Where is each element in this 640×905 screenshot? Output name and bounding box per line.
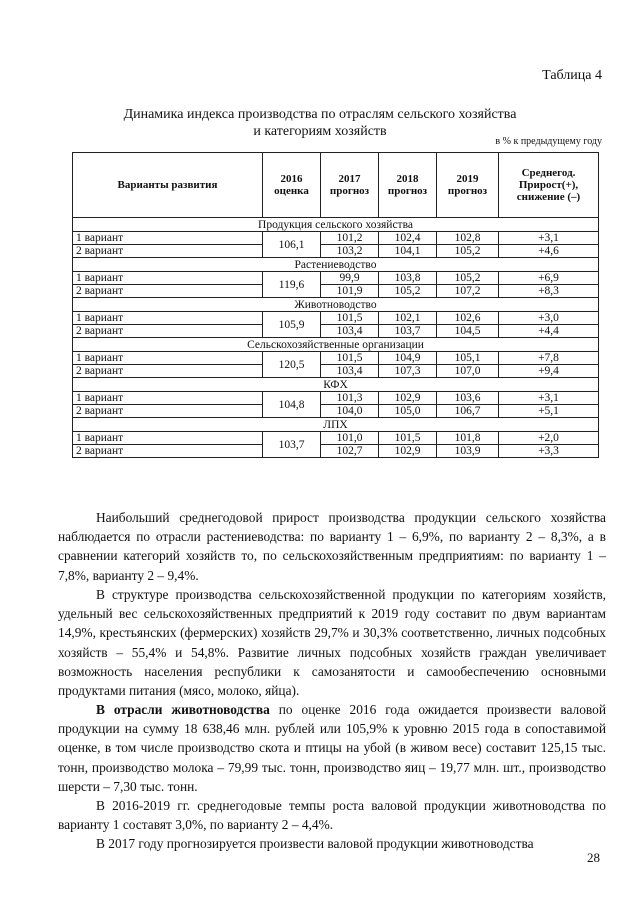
section-row (73, 258, 599, 272)
variant-cell: 1 вариант (73, 272, 263, 285)
value-2019-cell: 105,2 (437, 245, 499, 258)
header-2018: 2018 прогноз (379, 153, 437, 218)
base-2016-cell: 105,9 (263, 312, 321, 338)
paragraph-4: В 2016-2019 гг. среднегодовые темпы роста валовой продукции животноводства по варианту 1 составят 3,0%, по варианту 2 – 4,4%. (58, 798, 606, 833)
table-row (73, 365, 599, 378)
value-2019-cell: 102,8 (437, 232, 499, 245)
section-row (73, 298, 599, 312)
table-row (73, 325, 599, 338)
growth-cell: +3,3 (499, 445, 599, 458)
growth-cell: +9,4 (499, 365, 599, 378)
value-2017-cell: 103,4 (321, 325, 379, 338)
table-row (73, 245, 599, 258)
table-row (73, 285, 599, 298)
value-2019-cell: 106,7 (437, 405, 499, 418)
value-2019-cell: 103,9 (437, 445, 499, 458)
value-2019-cell: 104,5 (437, 325, 499, 338)
section-row (73, 338, 599, 352)
variant-cell: 2 вариант (73, 365, 263, 378)
value-2018-cell: 104,1 (379, 245, 437, 258)
value-2018-cell: 105,2 (379, 285, 437, 298)
value-2018-cell: 102,1 (379, 312, 437, 325)
table-label: Таблица 4 (542, 68, 602, 83)
variant-cell: 1 вариант (73, 392, 263, 405)
table-row (73, 392, 599, 405)
value-2017-cell: 103,4 (321, 365, 379, 378)
growth-cell: +4,4 (499, 325, 599, 338)
table-title-line-2: и категориям хозяйств (253, 124, 387, 139)
table-body (73, 218, 599, 458)
value-2019-cell: 101,8 (437, 432, 499, 445)
value-2017-cell: 99,9 (321, 272, 379, 285)
value-2018-cell: 103,7 (379, 325, 437, 338)
value-2018-cell: 103,8 (379, 272, 437, 285)
value-2019-cell: 107,2 (437, 285, 499, 298)
growth-cell: +2,0 (499, 432, 599, 445)
table-row (73, 352, 599, 365)
table-row (73, 432, 599, 445)
growth-cell: +3,1 (499, 392, 599, 405)
paragraph-3-bold: В отрасли животноводства (96, 702, 270, 717)
growth-cell: +5,1 (499, 405, 599, 418)
value-2017-cell: 101,5 (321, 312, 379, 325)
growth-cell: +7,8 (499, 352, 599, 365)
value-2017-cell: 102,7 (321, 445, 379, 458)
section-row (73, 378, 599, 392)
variant-cell: 2 вариант (73, 405, 263, 418)
value-2019-cell: 103,6 (437, 392, 499, 405)
value-2018-cell: 102,9 (379, 445, 437, 458)
section-title: ЛПХ (73, 418, 599, 432)
paragraph-3-text: по оценке 2016 года ожидается произвести валовой продукции на сумму 18 638,46 млн. рублей или 105,9% к уровню 2015 года в сопоставимой оценке, в том числе производство скота и птицы на убой (в живом весе) составит 125,15 тыс. тонн, производство молока – 79,99 тыс. тонн, производство яиц – 19,77 млн. шт., производство шерсти – 7,30 тыс. тонн. (58, 702, 607, 794)
table-title-line-1: Динамика индекса производства по отраслям сельского хозяйства (123, 107, 517, 122)
header-2016: 2016 оценка (263, 153, 321, 218)
value-2017-cell: 104,0 (321, 405, 379, 418)
paragraph-3 (58, 700, 606, 796)
value-2019-cell: 105,2 (437, 272, 499, 285)
section-title: Продукция сельского хозяйства (73, 218, 599, 232)
value-2019-cell: 102,6 (437, 312, 499, 325)
value-2019-cell: 107,0 (437, 365, 499, 378)
growth-cell: +6,9 (499, 272, 599, 285)
section-title: Растениеводство (73, 258, 599, 272)
table-title (0, 106, 640, 140)
units-note: в % к предыдущему году (495, 136, 602, 147)
header-growth: Среднегод. Прирост(+), снижение (–) (499, 153, 599, 218)
header-2019: 2019 прогноз (437, 153, 499, 218)
value-2018-cell: 102,4 (379, 232, 437, 245)
table-row (73, 232, 599, 245)
variant-cell: 2 вариант (73, 445, 263, 458)
variant-cell: 2 вариант (73, 285, 263, 298)
variant-cell: 2 вариант (73, 325, 263, 338)
header-variant: Варианты развития (73, 153, 263, 218)
growth-cell: +8,3 (499, 285, 599, 298)
value-2019-cell: 105,1 (437, 352, 499, 365)
base-2016-cell: 119,6 (263, 272, 321, 298)
variant-cell: 1 вариант (73, 312, 263, 325)
section-row (73, 218, 599, 232)
section-title: КФХ (73, 378, 599, 392)
value-2018-cell: 104,9 (379, 352, 437, 365)
section-title: Животноводство (73, 298, 599, 312)
value-2018-cell: 105,0 (379, 405, 437, 418)
section-row (73, 418, 599, 432)
growth-cell: +3,1 (499, 232, 599, 245)
growth-cell: +4,6 (499, 245, 599, 258)
table-row (73, 272, 599, 285)
value-2018-cell: 102,9 (379, 392, 437, 405)
paragraph-2: В структуре производства сельскохозяйственной продукции по категориям хозяйств, удельный вес сельскохозяйственных предприятий к 2019 году составит по двум вариантам 14,9%, крестьянских (фермерских) хозяйств 29,7% и 30,3% соответственно, личных подсобных хозяйств – 55,4% и 54,8%. Развитие личных подсобных хозяйств граждан увеличивает возможность населения республики к самозанятости и самообеспечению основными продуктами питания (мясо, молоко, яйца). (58, 587, 606, 699)
variant-cell: 1 вариант (73, 232, 263, 245)
base-2016-cell: 106,1 (263, 232, 321, 258)
paragraph-1: Наибольший среднегодовой прирост производства продукции сельского хозяйства наблюдается по отрасли растениеводства: по варианту 1 – 6,9%, по варианту 2 – 8,3%, а в сравнении категорий хозяйств то, по сельскохозяйственным предприятиям: по варианту 1 – 7,8%, варианту 2 – 9,4%. (58, 510, 606, 583)
value-2017-cell: 103,2 (321, 245, 379, 258)
value-2017-cell: 101,9 (321, 285, 379, 298)
table-row (73, 312, 599, 325)
value-2017-cell: 101,5 (321, 352, 379, 365)
header-2017: 2017 прогноз (321, 153, 379, 218)
page-number: 28 (587, 850, 600, 865)
table-row (73, 405, 599, 418)
table-header-row (73, 153, 599, 218)
section-title: Сельскохозяйственные организации (73, 338, 599, 352)
variant-cell: 1 вариант (73, 432, 263, 445)
value-2018-cell: 101,5 (379, 432, 437, 445)
base-2016-cell: 104,8 (263, 392, 321, 418)
value-2017-cell: 101,3 (321, 392, 379, 405)
base-2016-cell: 103,7 (263, 432, 321, 458)
base-2016-cell: 120,5 (263, 352, 321, 378)
paragraph-5: В 2017 году прогнозируется произвести валовой продукции животноводства (96, 836, 534, 851)
value-2018-cell: 107,3 (379, 365, 437, 378)
variant-cell: 2 вариант (73, 245, 263, 258)
variant-cell: 1 вариант (73, 352, 263, 365)
value-2017-cell: 101,0 (321, 432, 379, 445)
value-2017-cell: 101,2 (321, 232, 379, 245)
growth-cell: +3,0 (499, 312, 599, 325)
production-index-table (72, 152, 599, 458)
table-row (73, 445, 599, 458)
